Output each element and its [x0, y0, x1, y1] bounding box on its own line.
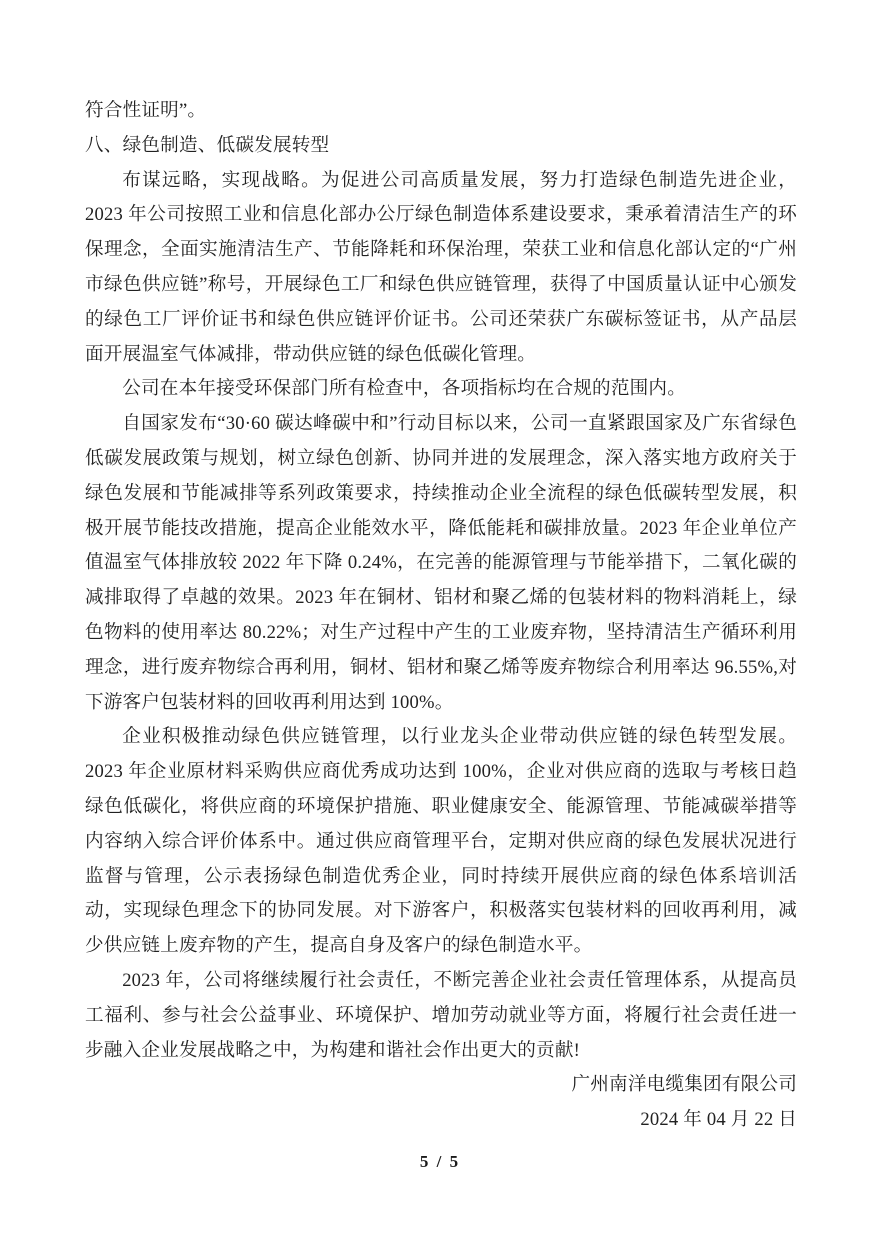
- paragraph-environmental-inspection: 公司在本年接受环保部门所有检查中，各项指标均在合规的范围内。: [122, 378, 687, 400]
- paragraph-carbon-goals: 自国家发布“30·60 碳达峰碳中和”行动目标以来，公司一直紧跟国家及广东省绿色低碳发展政策与规划，树立绿色创新、协同并进的发展理念，深入落实地方政府关于绿色发展和节能减排等系列政策要求，持续推动企业全流程的绿色低碳转型发展，积极开展节能技改措施，提高企业能效水平，降低能耗和碳排放量。2023 年企业单位产值温室气体排放较 2022 年下降 0.24%，在完善的能源管理与节能举措下，二氧化碳的减排取得了卓越的效果。2023 年在铜材、铝材和聚乙烯的包装材料的物料消耗上，绿色物料的使用率达 80.22%；对生产过程中产生的工业废弃物，坚持清洁生产循环利用理念，进行废弃物综合再利用，铜材、铝材和聚乙烯等废弃物综合利用率达 96.55%,对下游客户包装材料的回收再利用达到 100%。: [85, 413, 797, 713]
- paragraph-social-responsibility: 2023 年，公司将继续履行社会责任，不断完善企业社会责任管理体系，从提高员工福利、参与社会公益事业、环境保护、增加劳动就业等方面，将履行社会责任进一步融入企业发展战略之中，为构建和谐社会作出更大的贡献!: [85, 969, 797, 1061]
- paragraph-green-manufacturing: 布谋远略，实现战略。为促进公司高质量发展，努力打造绿色制造先进企业，2023 年公司按照工业和信息化部办公厅绿色制造体系建设要求，秉承着清洁生产的环保理念，全面实施清洁生产、节能降耗和环保治理，荣获工业和信息化部认定的“广州市绿色供应链”称号，开展绿色工厂和绿色供应链管理，获得了中国质量认证中心颁发的绿色工厂评价证书和绿色供应链评价证书。公司还荣获广东碳标签证书，从产品层面开展温室气体减排，带动供应链的绿色低碳化管理。: [85, 169, 797, 365]
- signature-date: 2024 年 04 月 22 日: [640, 1109, 797, 1131]
- page-number: 5 / 5: [419, 1152, 461, 1171]
- section-heading: 八、绿色制造、低碳发展转型: [85, 134, 330, 156]
- paragraph-green-supply-chain: 企业积极推动绿色供应链管理，以行业龙头企业带动供应链的绿色转型发展。2023 年企业原材料采购供应商优秀成功达到 100%，企业对供应商的选取与考核日趋绿色低碳化，将供应商的环境保护措施、职业健康安全、能源管理、节能减碳举措等内容纳入综合评价体系中。通过供应商管理平台，定期对供应商的绿色发展状况进行监督与管理，公示表扬绿色制造优秀企业，同时持续开展供应商的绿色体系培训活动，实现绿色理念下的协同发展。对下游客户，积极落实包装材料的回收再利用，减少供应链上废弃物的产生，提高自身及客户的绿色制造水平。: [85, 726, 797, 957]
- paragraph-continuation: 符合性证明”。: [85, 100, 207, 121]
- document-body: [85, 94, 797, 1138]
- signature-company-name: 广州南洋电缆集团有限公司: [571, 1074, 797, 1096]
